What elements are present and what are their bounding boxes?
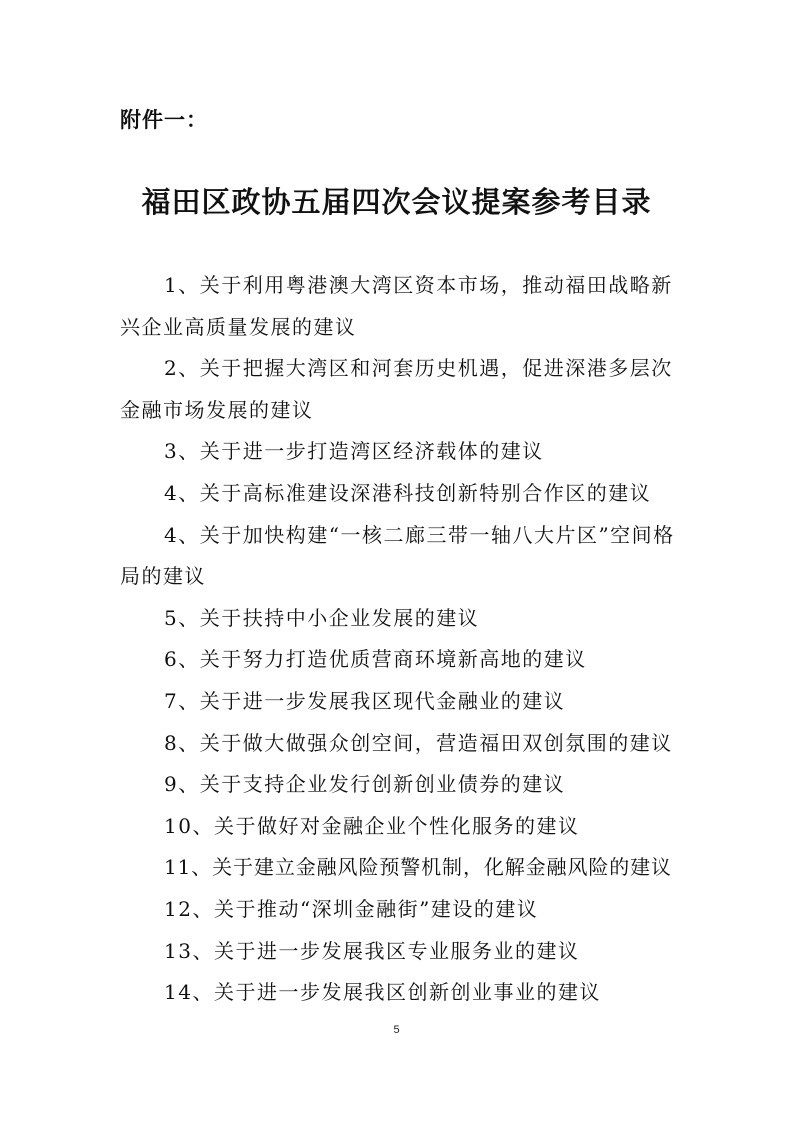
list-item: 9、关于支持企业发行创新创业债券的建议 — [164, 772, 566, 797]
list-item: 1、关于利用粤港澳大湾区资本市场，推动福田战略新兴企业高质量发展的建议 — [120, 273, 673, 339]
list-item: 13、关于进一步发展我区专业服务业的建议 — [164, 938, 580, 963]
list-item: 12、关于推动“深圳金融街”建设的建议 — [164, 896, 539, 921]
list-item: 4、关于高标准建设深港科技创新特别合作区的建议 — [164, 480, 652, 505]
list-item: 5、关于扶持中小企业发展的建议 — [164, 605, 480, 630]
list-item: 7、关于进一步发展我区现代金融业的建议 — [164, 688, 566, 713]
list-item: 10、关于做好对金融企业个性化服务的建议 — [164, 813, 580, 838]
proposal-list — [120, 265, 680, 1014]
list-item: 14、关于进一步发展我区创新创业事业的建议 — [164, 980, 601, 1005]
list-item: 6、关于努力打造优质营商环境新高地的建议 — [164, 647, 587, 672]
list-item: 3、关于进一步打造湾区经济载体的建议 — [164, 439, 544, 464]
list-item: 2、关于把握大湾区和河套历史机遇，促进深港多层次金融市场发展的建议 — [120, 356, 673, 422]
page-number: 5 — [393, 1024, 400, 1036]
list-item: 8、关于做大做强众创空间，营造福田双创氛围的建议 — [164, 730, 673, 755]
list-item: 11、关于建立金融风险预警机制，化解金融风险的建议 — [164, 855, 672, 880]
document-title: 福田区政协五届四次会议提案参考目录 — [141, 185, 652, 219]
attachment-label: 附件一： — [120, 108, 208, 132]
list-item: 4、关于加快构建“一核二廊三带一轴八大片区”空间格局的建议 — [120, 522, 675, 589]
